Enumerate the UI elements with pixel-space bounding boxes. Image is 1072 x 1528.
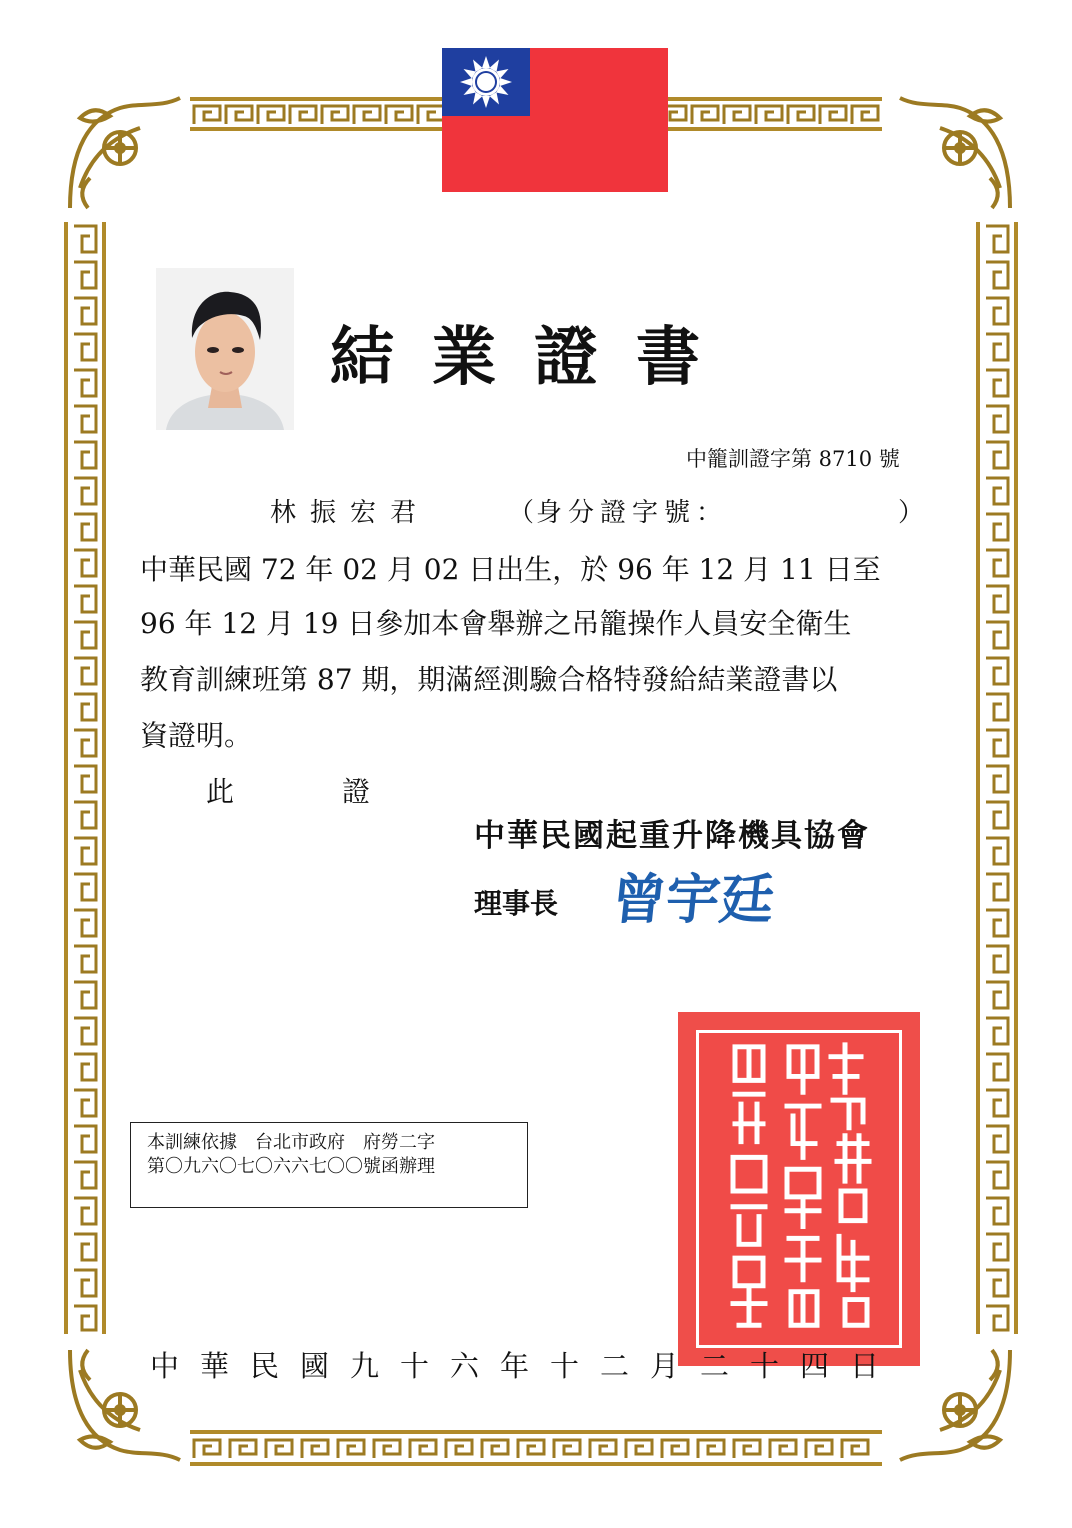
corner-ornament-icon <box>890 88 1020 218</box>
left-border-pattern <box>62 222 108 1334</box>
right-border-pattern <box>974 222 1020 1334</box>
chairman-signature: 曾宇廷 <box>608 867 778 931</box>
corner-ornament-icon <box>60 88 190 218</box>
id-number-label: 身分證字號： <box>536 498 729 528</box>
red-seal-icon <box>678 1012 920 1366</box>
training-basis-line: 第〇九六〇七〇六六七〇〇號函辦理 <box>147 1156 435 1177</box>
recipient-name: 林振宏君 <box>270 498 431 528</box>
training-basis-line: 本訓練依據 台北市政府 府勞二字 <box>147 1132 435 1153</box>
body-text-line: 教育訓練班第 87 期，期滿經測驗合格特發給結業證書以 <box>140 663 838 696</box>
training-basis-box <box>130 1122 528 1208</box>
certificate-title: 結業證書 <box>330 320 738 395</box>
chairman-title: 理事長 <box>474 887 559 920</box>
flag-icon <box>442 48 668 192</box>
flag-canton <box>442 48 530 116</box>
association-name: 中華民國起重升降機具協會 <box>474 818 870 854</box>
closing-ci: 此 <box>206 775 235 808</box>
portrait-photo <box>156 268 294 430</box>
body-text-line: 96 年 12 月 19 日參加本會舉辦之吊籠操作人員安全衛生 <box>140 607 852 640</box>
bottom-border-pattern <box>190 1428 882 1468</box>
certificate-number: 中籠訓證字第 8710 號 <box>686 447 900 471</box>
closing-zheng: 證 <box>342 775 371 808</box>
seal-frame <box>696 1030 902 1348</box>
body-text-line: 中華民國 72 年 02 月 02 日出生，於 96 年 12 月 11 日至 <box>140 553 881 586</box>
issue-date: 中華民國九十六年十二月二十四日 <box>150 1349 901 1383</box>
id-close-paren: ） <box>898 498 925 528</box>
body-text-line: 資證明。 <box>140 719 253 752</box>
id-open-paren: （ <box>508 498 535 528</box>
